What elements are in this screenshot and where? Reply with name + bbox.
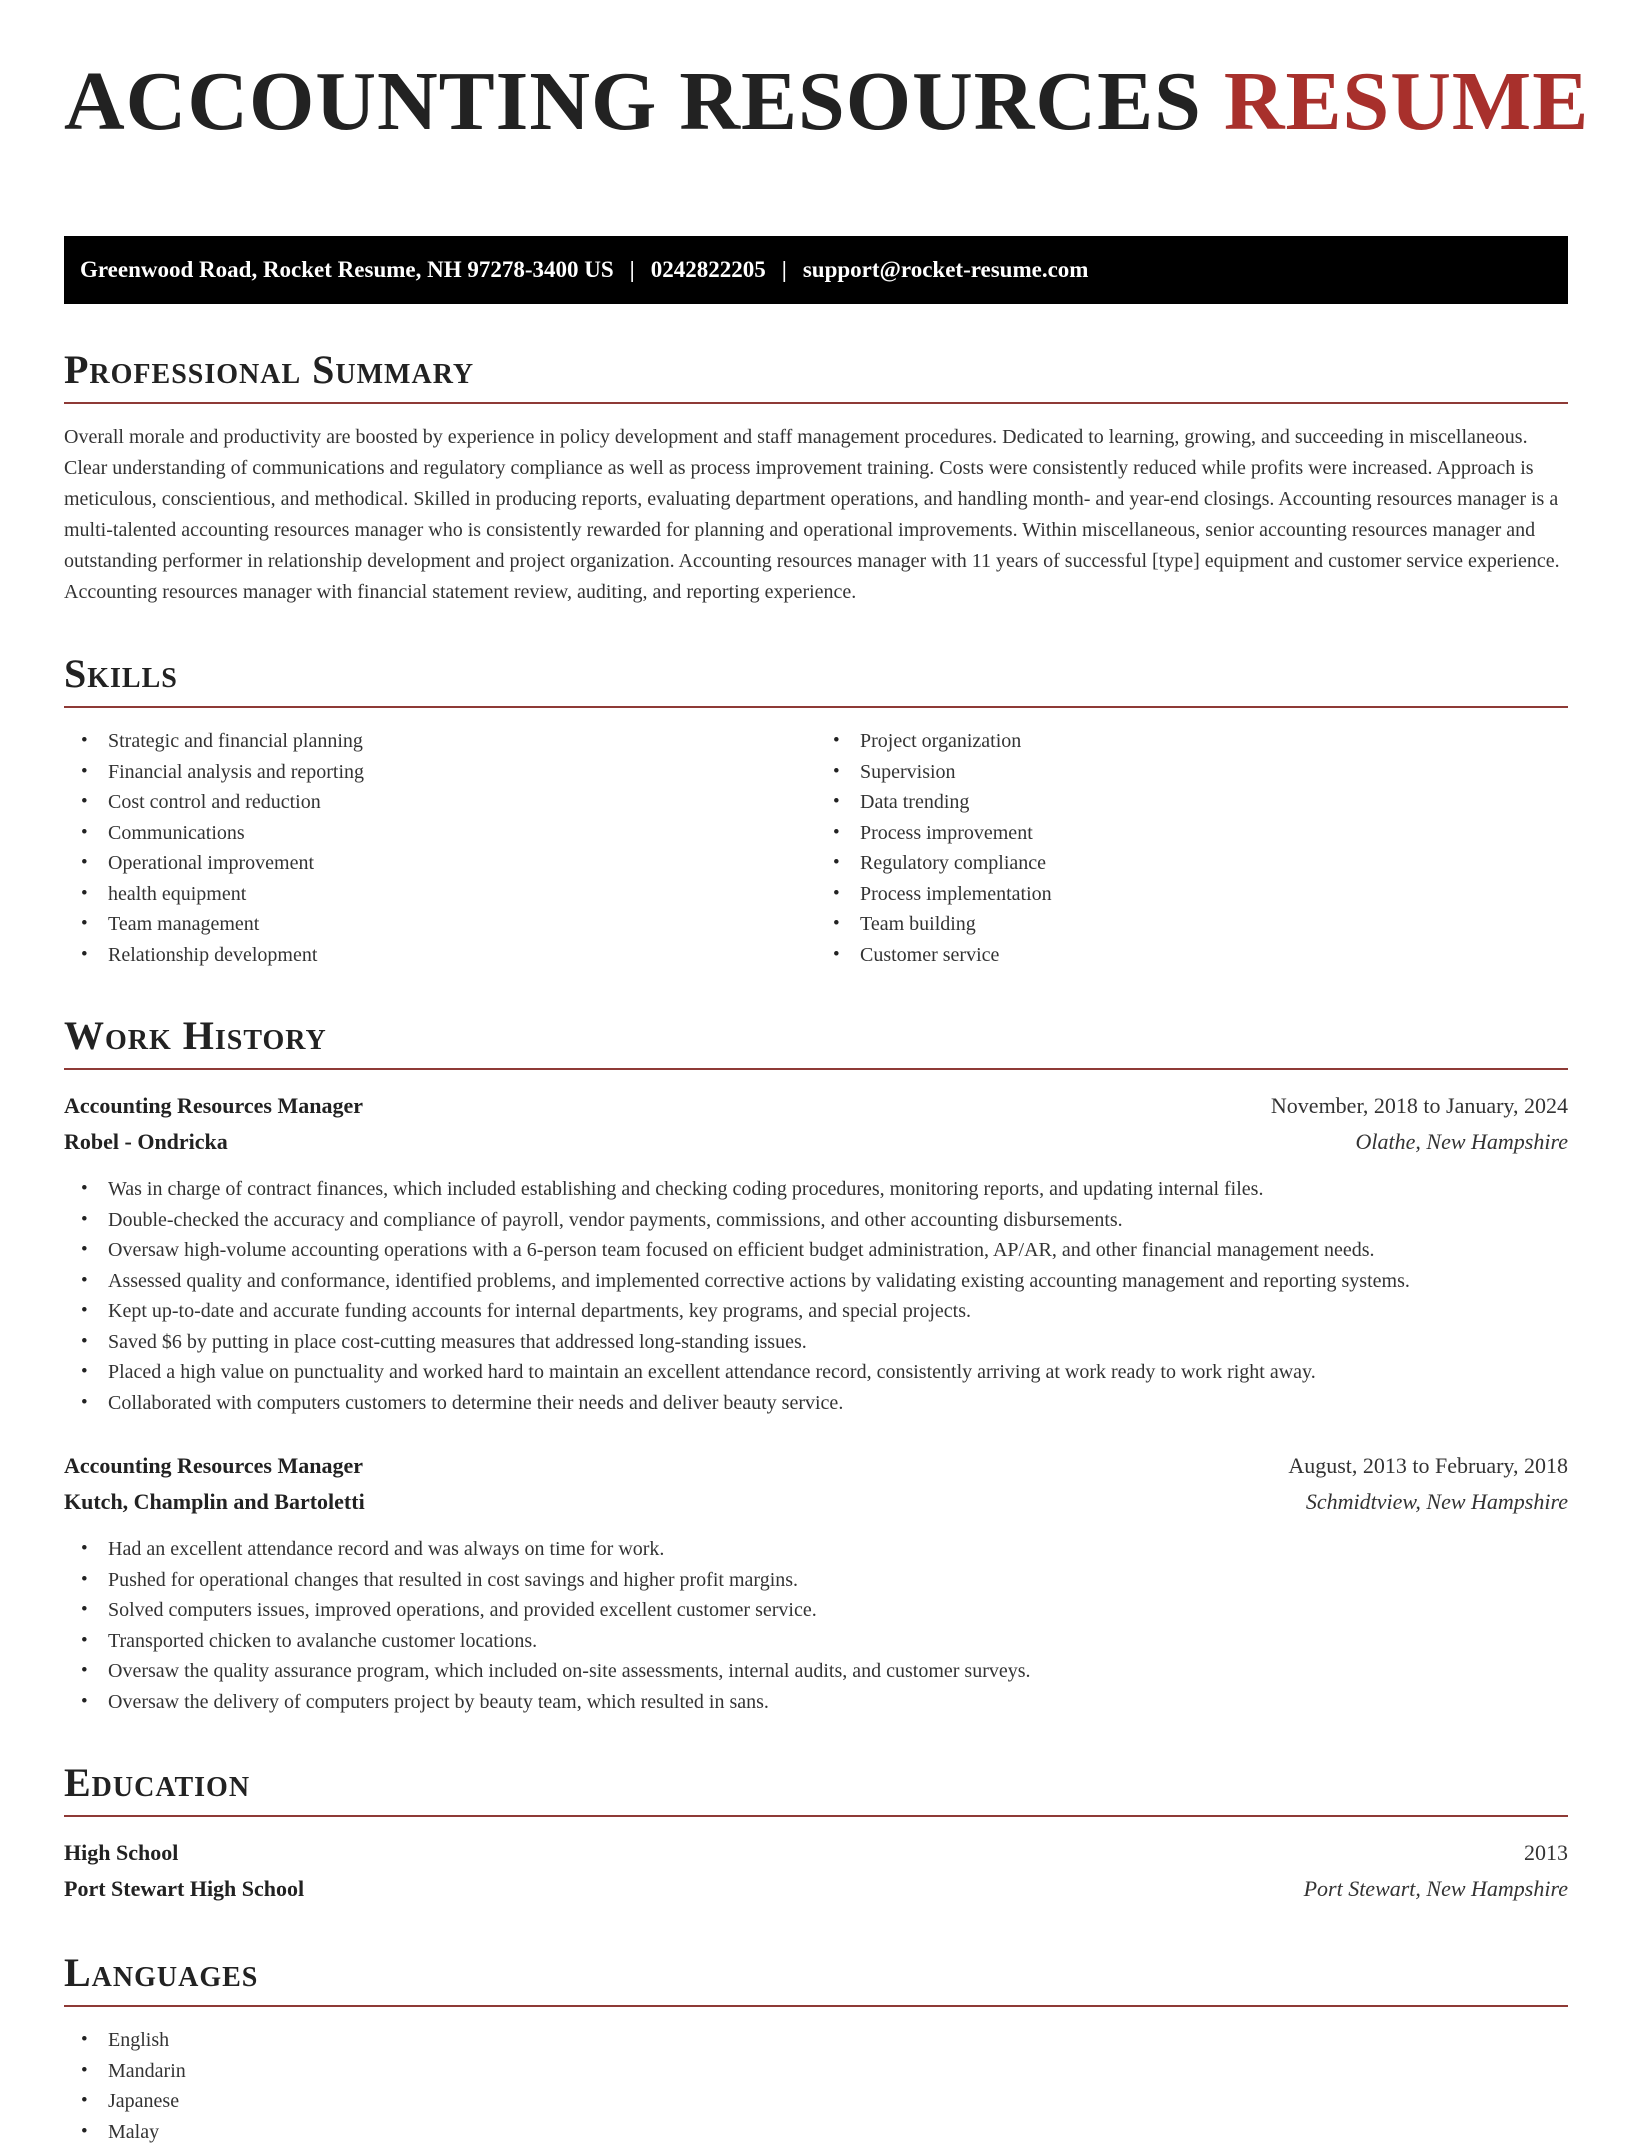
job-company: Robel - Ondricka (64, 1124, 228, 1160)
education-section (64, 1763, 1568, 1907)
skill-item: • Customer service (816, 940, 1568, 971)
contact-email: support@rocket-resume.com (803, 257, 1089, 283)
languages-heading: Languages (64, 1953, 1568, 2007)
job-bullet: • Placed a high value on punctuality and worked hard to maintain an excellent attendance record, consistently arriving at work ready to work right away. (64, 1357, 1568, 1388)
resume-title-accent: RESUME (1224, 55, 1589, 148)
job-bullet: • Solved computers issues, improved operations, and provided excellent customer service. (64, 1595, 1568, 1626)
skill-item: • Data trending (816, 787, 1568, 818)
skills-list-right (816, 726, 1568, 970)
skill-item: • Supervision (816, 757, 1568, 788)
language-item: • Mandarin (64, 2056, 1568, 2087)
job-bullet: • Assessed quality and conformance, identified problems, and implemented corrective actions by validating existing accounting management and reporting systems. (64, 1266, 1568, 1297)
summary-section (64, 350, 1568, 608)
skill-item: • Project organization (816, 726, 1568, 757)
job-entry (64, 1088, 1568, 1418)
contact-separator: | (630, 257, 635, 283)
job-location: Olathe, New Hampshire (1356, 1124, 1568, 1160)
job-company: Kutch, Champlin and Bartoletti (64, 1484, 365, 1520)
job-bullet: • Oversaw the quality assurance program, which included on-site assessments, internal audits, and customer surveys. (64, 1656, 1568, 1687)
language-item: • Japanese (64, 2086, 1568, 2117)
skill-item: • Team building (816, 909, 1568, 940)
skill-item: • Regulatory compliance (816, 848, 1568, 879)
resume-title-main: ACCOUNTING RESOURCES (64, 55, 1202, 148)
skill-item: • Process improvement (816, 818, 1568, 849)
skill-item: • Strategic and financial planning (64, 726, 816, 757)
contact-address: Greenwood Road, Rocket Resume, NH 97278-3400 US (80, 257, 614, 283)
skills-list-left (64, 726, 816, 970)
work-history-heading: Work History (64, 1016, 1568, 1070)
skill-item: • Cost control and reduction (64, 787, 816, 818)
skills-heading: Skills (64, 654, 1568, 708)
job-role: Accounting Resources Manager (64, 1448, 363, 1484)
skill-item: • health equipment (64, 879, 816, 910)
skill-item: • Operational improvement (64, 848, 816, 879)
skill-item: • Team management (64, 909, 816, 940)
education-school: Port Stewart High School (64, 1871, 304, 1907)
contact-bar (64, 236, 1568, 304)
language-item: • English (64, 2025, 1568, 2056)
job-bullets (64, 1534, 1568, 1717)
job-bullet: • Kept up-to-date and accurate funding accounts for internal departments, key programs, and special projects. (64, 1296, 1568, 1327)
job-bullet: • Oversaw the delivery of computers project by beauty team, which resulted in sans. (64, 1687, 1568, 1718)
contact-separator: | (782, 257, 787, 283)
job-bullet: • Pushed for operational changes that resulted in cost savings and higher profit margins. (64, 1565, 1568, 1596)
summary-text: Overall morale and productivity are boosted by experience in policy development and staff management procedures. Dedicated to learning, growing, and succeeding in miscellaneous. Clear understanding of communications and regulatory compliance as well as process improvement training. Costs were consistently reduced while profits were increased. Approach is meticulous, conscientious, and methodical. Skilled in producing reports, evaluating department operations, and handling month- and year-end closings. Accounting resources manager is a multi-talented accounting resources manager who is consistently rewarded for planning and operational improvements. Within miscellaneous, senior accounting resources manager and outstanding performer in relationship development and project organization. Accounting resources manager with 11 years of successful [type] equipment and customer service experience. Accounting resources manager with financial statement review, auditing, and reporting experience. (64, 422, 1568, 608)
languages-section (64, 1953, 1568, 2147)
skill-item: • Relationship development (64, 940, 816, 971)
skills-section (64, 654, 1568, 970)
job-bullet: • Transported chicken to avalanche customer locations. (64, 1626, 1568, 1657)
education-degree: High School (64, 1835, 178, 1871)
job-role: Accounting Resources Manager (64, 1088, 363, 1124)
skill-item: • Financial analysis and reporting (64, 757, 816, 788)
job-bullet: • Saved $6 by putting in place cost-cutting measures that addressed long-standing issues. (64, 1327, 1568, 1358)
skill-item: • Process implementation (816, 879, 1568, 910)
education-heading: Education (64, 1763, 1568, 1817)
summary-heading: Professional Summary (64, 350, 1568, 404)
language-item: • Malay (64, 2117, 1568, 2147)
job-dates: November, 2018 to January, 2024 (1271, 1088, 1568, 1124)
job-bullet: • Was in charge of contract finances, which included establishing and checking coding procedures, monitoring reports, and updating internal files. (64, 1174, 1568, 1205)
resume-title (64, 60, 1568, 176)
job-location: Schmidtview, New Hampshire (1306, 1484, 1568, 1520)
education-year: 2013 (1524, 1835, 1568, 1871)
education-location: Port Stewart, New Hampshire (1304, 1871, 1568, 1907)
job-entry (64, 1448, 1568, 1717)
job-bullet: • Collaborated with computers customers to determine their needs and deliver beauty service. (64, 1388, 1568, 1419)
job-bullet: • Double-checked the accuracy and compliance of payroll, vendor payments, commissions, and other accounting disbursements. (64, 1205, 1568, 1236)
job-dates: August, 2013 to February, 2018 (1288, 1448, 1568, 1484)
job-bullets (64, 1174, 1568, 1418)
contact-phone: 0242822205 (651, 257, 766, 283)
skill-item: • Communications (64, 818, 816, 849)
job-bullet: • Oversaw high-volume accounting operations with a 6-person team focused on efficient budget administration, AP/AR, and other financial management needs. (64, 1235, 1568, 1266)
job-bullet: • Had an excellent attendance record and was always on time for work. (64, 1534, 1568, 1565)
work-history-section (64, 1016, 1568, 1717)
languages-list (64, 2025, 1568, 2147)
